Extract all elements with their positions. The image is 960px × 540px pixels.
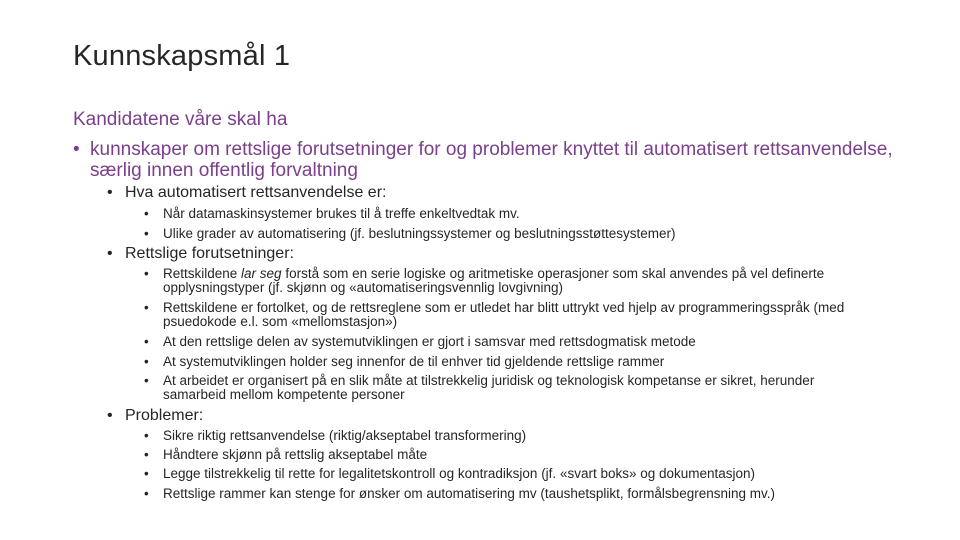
list-item-text: Håndtere skjønn på rettslig akseptabel måte [163,447,428,462]
bullet-icon: • [107,407,113,424]
bullet-icon: • [144,266,149,281]
bullet-icon: • [144,373,149,388]
list-item [144,207,874,221]
list-item [144,374,874,402]
section-heading [107,245,294,263]
section-heading-text: Rettslige forutsetninger: [125,245,294,262]
list-item [144,487,874,501]
list-item [144,448,874,462]
bullet-icon: • [144,447,149,462]
list-item [144,227,874,241]
list-item-text: At systemutviklingen holder seg innenfor de til enhver tid gjeldende rettslige rammer [163,354,665,369]
slide-title: Kunnskapsmål 1 [73,40,291,72]
list-item-text: Når datamaskinsystemer brukes til å treffe enkeltvedtak mv. [163,206,520,221]
list-item [144,335,874,349]
bullet-icon: • [144,334,149,349]
bullet-icon: • [144,428,149,443]
bullet-icon: • [107,184,113,201]
section-heading-text: Hva automatisert rettsanvendelse er: [125,184,387,201]
list-item-text: Legge tilstrekkelig til rette for legalitetskontroll og kontradiksjon (jf. «svart boks» og dokumentasjon) [163,466,756,481]
list-item [144,267,874,295]
list-item [144,429,874,443]
list-item-text [144,267,874,295]
bullet-icon: • [73,139,80,160]
intro-text: Kandidatene våre skal ha [73,109,288,130]
list-item [144,467,874,481]
list-item-text: Rettskildene er fortolket, og de rettsreglene som er utledet har blitt uttrykt ved hjelp av programmeringsspråk (med psuedokode e.l. som «mellomstasjon») [163,300,845,329]
list-item [144,355,874,369]
section-heading-text: Problemer: [125,407,204,424]
section-heading [107,184,386,202]
list-item-text: Ulike grader av automatisering (jf. beslutningssystemer og beslutningsstøttesystemer) [163,226,676,241]
bullet-icon: • [144,206,149,221]
bullet-icon: • [144,354,149,369]
bullet-icon: • [144,226,149,241]
list-item-text-end: forstå som en serie logiske og aritmetiske operasjoner som skal anvendes på vel definerte opplysningstyper (jf. skjønn og «automatiseringsvennlig lovgivning) [163,266,825,295]
list-item-text: Rettslige rammer kan stenge for ønsker om automatisering mv (taushetsplikt, formålsbegrensning mv.) [163,486,775,501]
list-item-text: At den rettslige delen av systemutviklingen er gjort i samsvar med rettsdogmatisk metode [163,334,696,349]
list-item [144,301,874,329]
bullet-icon: • [144,486,149,501]
italic-emphasis: lar seg [241,266,282,281]
main-bullet-text: kunnskaper om rettslige forutsetninger for og problemer knyttet til automatisert rettsanvendelse, særlig innen offentlig forvaltning [90,139,893,181]
bullet-icon: • [144,300,149,315]
list-item-text: Sikre riktig rettsanvendelse (riktig/akseptabel transformering) [163,428,527,443]
bullet-icon: • [144,466,149,481]
main-bullet [73,139,903,181]
bullet-icon: • [107,245,113,262]
list-item-text-start: Rettskildene [163,266,242,281]
list-item-text: At arbeidet er organisert på en slik måte at tilstrekkelig juridisk og teknologisk kompetanse er sikret, herunder samarbeid mellom kompetente personer [163,373,815,402]
section-heading [107,407,203,425]
